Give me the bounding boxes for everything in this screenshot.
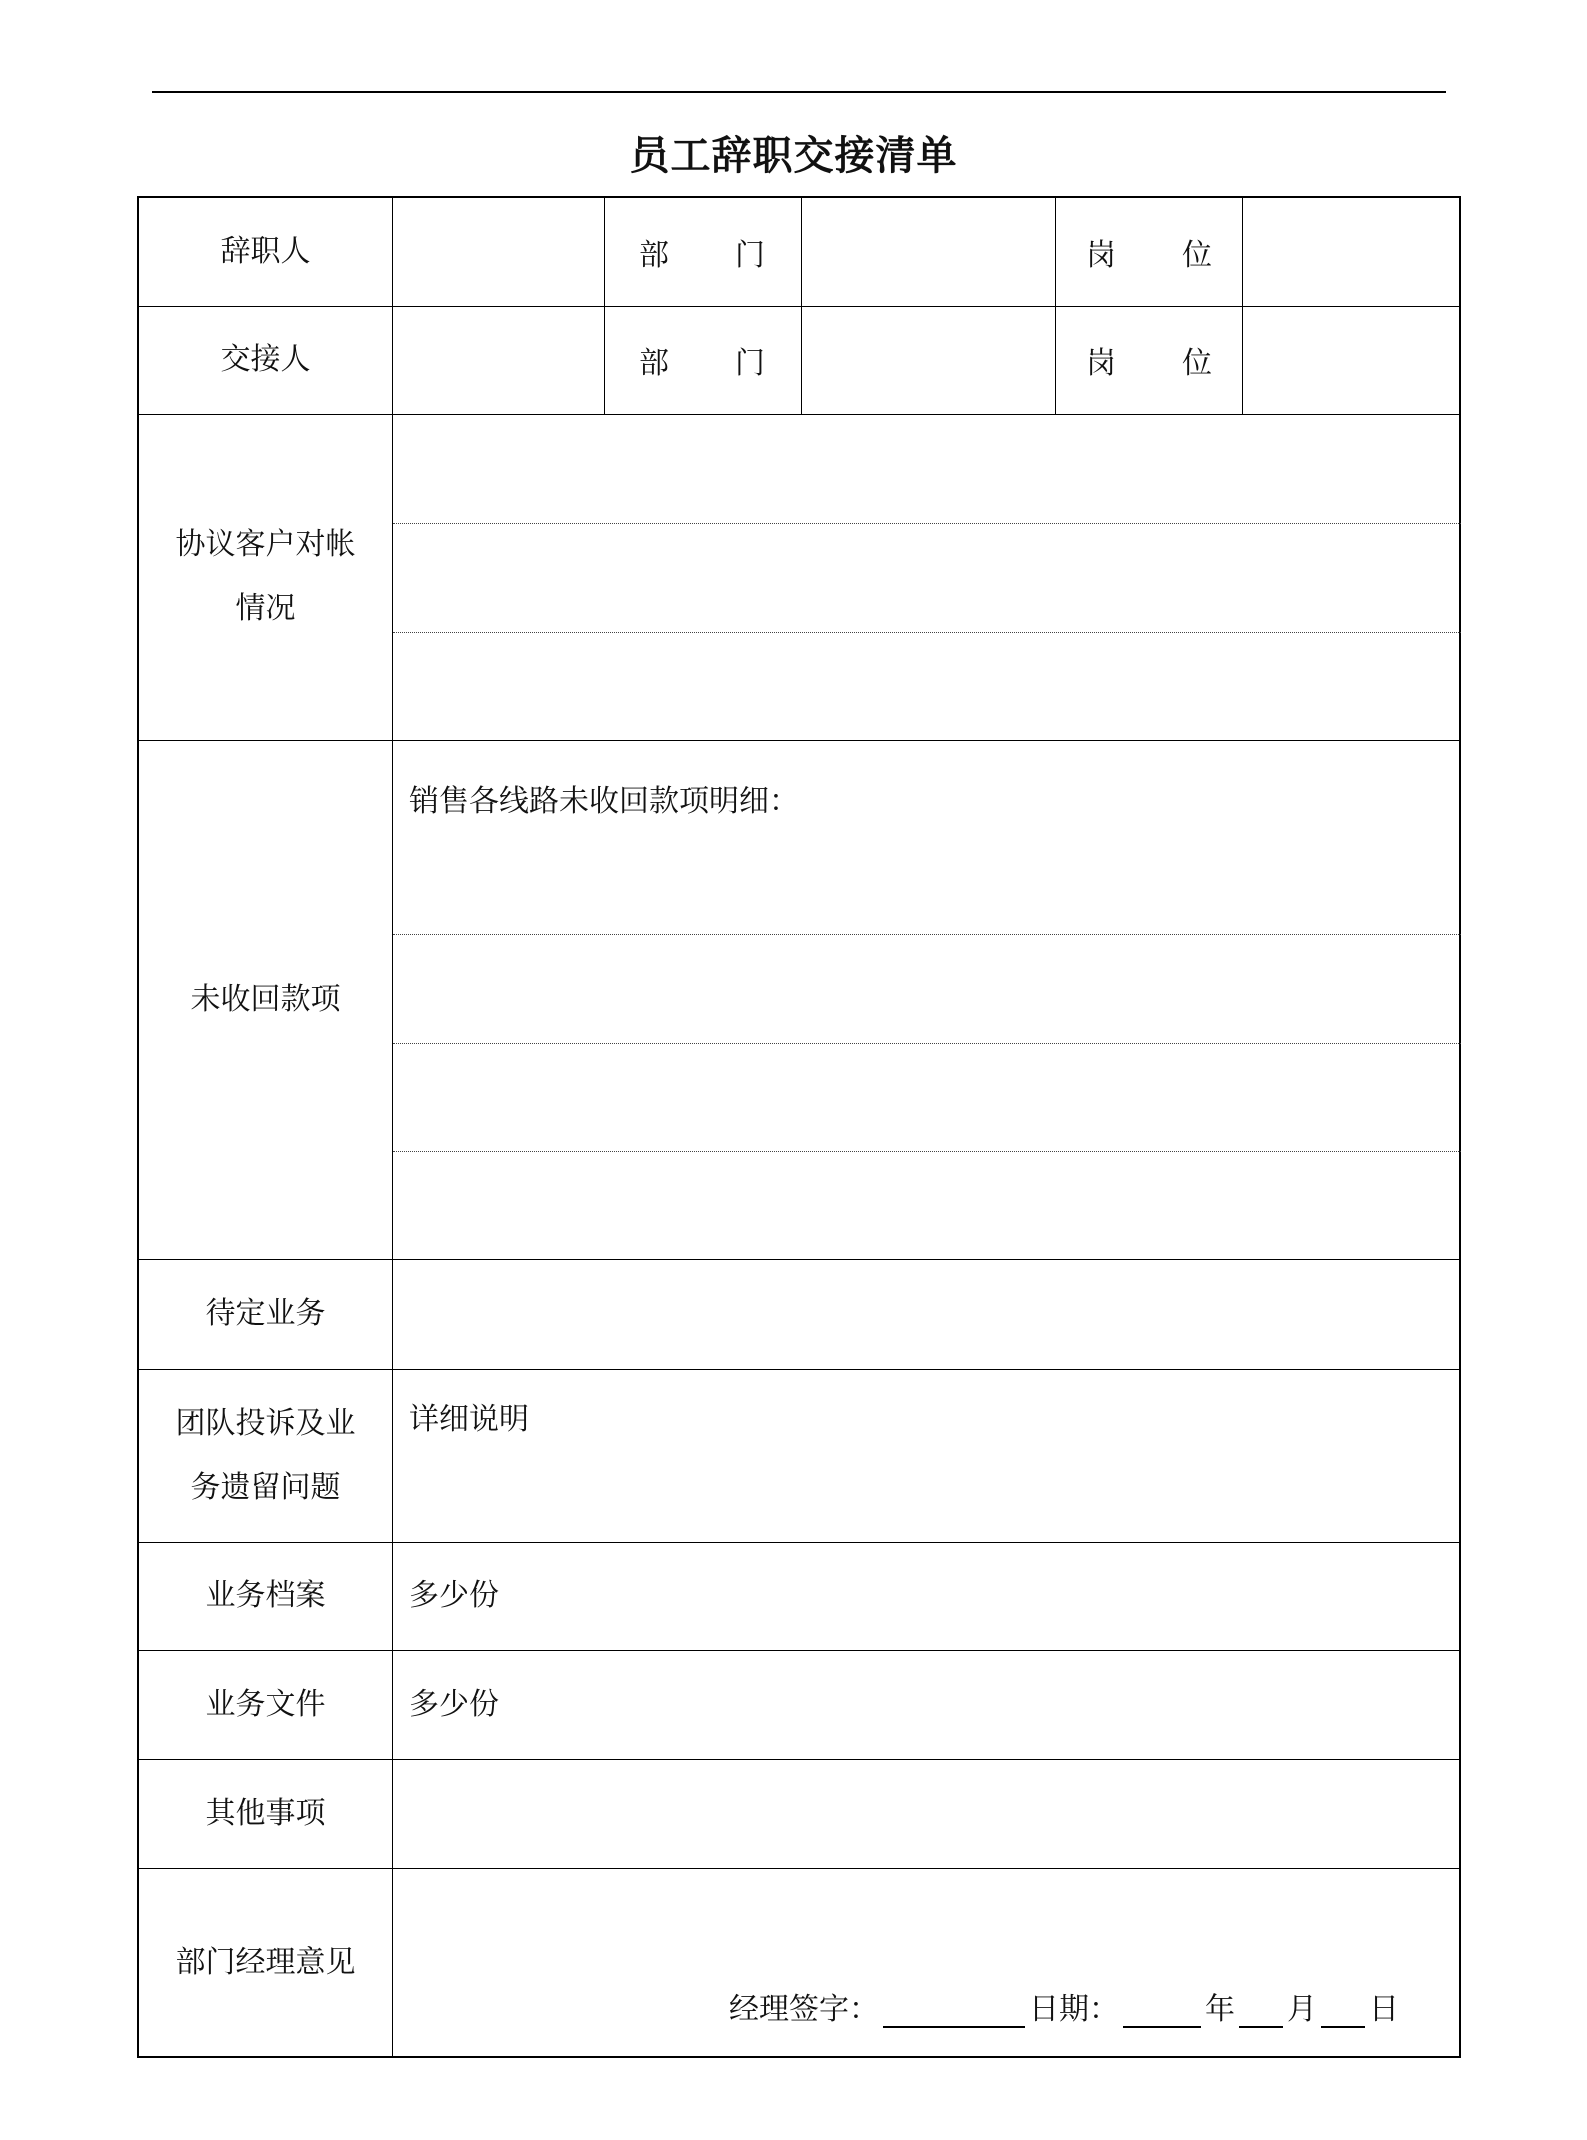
signature-blank[interactable] [883,1996,1025,2028]
other-field[interactable] [395,1763,1457,1864]
archives-field[interactable] [395,1546,1457,1646]
receivables-field[interactable] [395,744,1457,1255]
year-blank[interactable] [1123,1996,1201,2028]
files-field[interactable] [395,1654,1457,1755]
pending-field[interactable] [395,1263,1457,1365]
complaints-field[interactable] [395,1373,1457,1538]
manager-opinion-label: 部门经理意见 [175,1945,356,1980]
receiver-dept-field[interactable] [805,310,1051,410]
receiver-label: 交接人 [220,342,311,377]
header-rule [152,91,1446,93]
other-label: 其他事项 [205,1795,326,1831]
receivables-label: 未收回款项 [190,981,341,1017]
client-accounts-label: 协议客户对帐 情况 [175,527,356,626]
column-divider [1242,198,1243,414]
resigner-post-field[interactable] [1246,202,1456,302]
files-label: 业务文件 [205,1686,326,1722]
resigner-name-field[interactable] [395,202,601,302]
column-divider [392,198,393,2058]
receiver-post-field[interactable] [1246,310,1456,410]
receiver-dept-label: 部 门 [639,346,765,381]
resigner-dept-field[interactable] [805,202,1051,302]
complaints-note: 详细说明 [409,1402,529,1437]
resigner-dept-label: 部 门 [639,238,765,273]
pending-label: 待定业务 [205,1296,326,1331]
column-divider [1055,198,1056,414]
complaints-label: 团队投诉及业 务遗留问题 [175,1405,356,1505]
client-accounts-field[interactable] [395,418,1457,736]
resigner-post-label: 岗 位 [1086,238,1212,273]
month-blank[interactable] [1239,1996,1283,2028]
day-blank[interactable] [1321,1996,1365,2028]
signature-row: 经理签字： 日期： 年 月 日 [729,1992,1399,2027]
column-divider [604,198,605,414]
column-divider [801,198,802,414]
receiver-name-field[interactable] [395,310,601,410]
receivables-note: 销售各线路未收回款项明细： [409,784,799,819]
receiver-post-label: 岗 位 [1086,346,1212,381]
document-title: 员工辞职交接清单 [629,132,958,179]
archives-label: 业务档案 [205,1578,326,1613]
handover-form [137,196,1461,2058]
resigner-label: 辞职人 [220,234,311,269]
manager-opinion-field[interactable] [395,1872,1457,1972]
files-note: 多少份 [409,1687,499,1722]
archives-note: 多少份 [409,1578,499,1613]
